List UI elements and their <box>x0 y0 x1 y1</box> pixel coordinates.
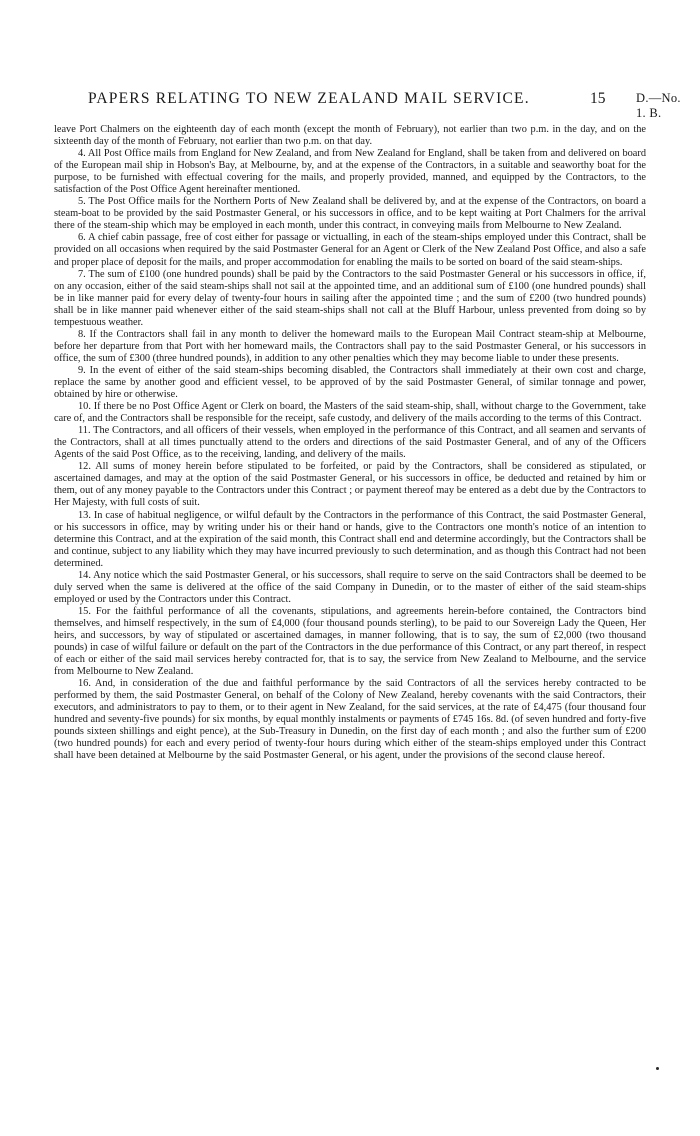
paragraph-clause-6: 6. A chief cabin passage, free of cost either for passage or victualling, in each of the steam-ships employed under this Contract, shall be provided on all occasions when required by the said Postmaster General for an Agent or Clerk of the New Zealand Post Office, and also a safe and proper place of deposit for the mails, and proper accommodation for enabling the mails to be sorted on board of the said steam-ships. <box>54 232 646 268</box>
paragraph-clause-9: 9. In the event of either of the said steam-ships becoming disabled, the Contractors shall immediately at their own cost and charge, replace the same by another good and efficient vessel, to be approved of by the said Postmaster General, of similar tonnage and power, obtained by hire or otherwise. <box>54 364 646 401</box>
margin-dot <box>656 1067 659 1070</box>
paragraph-clause-14: 14. Any notice which the said Postmaster General, or his successors, shall require to serve on the said Contractors shall be deemed to be duly served when the same is delivered at the office of the said Company in Dunedin, or to the master of either of the said steam-ships employed or used by the Contractors under this Contract. <box>54 569 646 605</box>
paragraph-clause-12: 12. All sums of money herein before stipulated to be forfeited, or paid by the Contractors, shall be considered as stipulated, or ascertained damages, and may at the option of the said Postmaster General, or his successors in office, be deducted and retained by him or them, out of any money payable to the Contractors under this Contract ; or payment thereof may be entered as a debt due by the Contractors to Her Majesty, with full costs of suit. <box>54 461 646 509</box>
page-header <box>54 90 694 120</box>
running-title: PAPERS RELATING TO NEW ZEALAND MAIL SERVICE. <box>88 90 530 107</box>
paragraph-clause-13: 13. In case of habitual negligence, or wilful default by the Contractors in the performance of this Contract, the said Postmaster General, or his successors in office, may by writing under his or their hand or hands, give to the Contractors one month's notice of an intention to determine this Contract, and at the expiration of the said month, this Contract shall end and determine accordingly, but the Contractors shall be and continue, subject to any liability which they may have incurred previously to such determination, and as though this Contract had not been determined. <box>54 509 646 569</box>
paragraph-clause-10: 10. If there be no Post Office Agent or Clerk on board, the Masters of the said steam-ship, shall, without charge to the Government, take care of, and the Contractors shall be responsible for the receipt, safe custody, and delivery of the mails according to the terms of this Contract. <box>54 401 646 425</box>
paragraph-clause-11: 11. The Contractors, and all officers of their vessels, when employed in the performance of this Contract, and all seamen and servants of the Contractors, shall at all times punctually attend to the orders and directions of the said Postmaster General, and of any of the Officers Agents of the said Post Office, as to the receiving, landing, and delivery of the mails. <box>54 425 646 461</box>
page-number: 15 <box>590 90 606 107</box>
paragraph-continuation: leave Port Chalmers on the eighteenth day of each month (except the month of February), not earlier than two p.m. in the day, and on the sixteenth day of the month of February, not earlier than two p.m. on that day. <box>54 124 646 148</box>
paragraph-clause-5: 5. The Post Office mails for the Northern Ports of New Zealand shall be delivered by, and at the expense of the Contractors, on board a steam-boat to be provided by the said Postmaster General, or his successors in office, and to be kept waiting at Port Chalmers for the arrival there of the steam-ship which may be employed in each month, under this contract, in conveying mails from Melbourne to New Zealand. <box>54 196 646 232</box>
paragraph-clause-8: 8. If the Contractors shall fail in any month to deliver the homeward mails to the European Mail Contract steam-ship at Melbourne, before her departure from that Port with her homeward mails, the Contractors shall pay to the said Postmaster General, or his successors in office, the sum of £300 (three hundred pounds), in addition to any other penalties which they may become liable to under these presents. <box>54 328 646 364</box>
document-reference: D.—No. 1. B. <box>636 91 681 120</box>
document-body <box>54 124 646 762</box>
paragraph-clause-15: 15. For the faithful performance of all the covenants, stipulations, and agreements herein-before contained, the Contractors bind themselves, and himself respectively, in the sum of £4,000 (four thousand pounds sterling), to be paid to our Sovereign Lady the Queen, Her heirs, and successors, by way of stipulated or ascertained damages, in manner following, that is to say, the sum of £2,000 (two thousand pounds) in case of wilful failure or default on the part of the Contractors in the due performance of this Contract, or any part thereof, in respect of each or either of the said mail services hereby contracted for, that is to say, the service from New Zealand to Melbourne, and the service from Melbourne to New Zealand. <box>54 605 646 678</box>
paragraph-clause-16: 16. And, in consideration of the due and faithful performance by the said Contractors of all the services hereby contracted to be performed by them, the said Postmaster General, on behalf of the Colony of New Zealand, hereby covenants with the said Contractors, their executors, and administrators to pay to them, or to their agent in New Zealand, for the said services, at the rate of £4,475 (four thousand four hundred and seventy-five pounds) for six months, by equal monthly instalments or payments of £745 16s. 8d. (of seven hundred and forty-five pounds sixteen shillings and eight pence), at the Sub-Treasury in Dunedin, on the first day of each month ; and also the further sum of £200 (two hundred pounds) for each and every period of twenty-four hours during which either of the steam-ships employed under this Contract shall have been detained at Melbourne by the said Postmaster General, or his agent, under the provisions of the second clause hereof. <box>54 678 646 762</box>
paragraph-clause-7: 7. The sum of £100 (one hundred pounds) shall be paid by the Contractors to the said Postmaster General or his successors in office, if, on any occasion, either of the said steam-ships shall not sail at the appointed time, and an additional sum of £100 (one hundred pounds) shall be in like manner paid for every delay of twenty-four hours in sailing after the appointed time ; and the sum of £200 (two hundred pounds) shall be in like manner paid whenever either of the said steam-ships shall not call at the Bluff Harbour, unless prevented from doing so by tempestuous weather. <box>54 268 646 328</box>
paragraph-clause-4: 4. All Post Office mails from England for New Zealand, and from New Zealand for England, shall be taken from and delivered on board of the European mail ship in Hobson's Bay, at Melbourne, by, and at the expense of the Contractors, in a suitable and seaworthy boat for the purpose, to be furnished with effectual covering for the mails, and properly provided, manned, and equipped by the Contractors, to the satisfaction of the Post Office Agent hereinafter mentioned. <box>54 148 646 196</box>
